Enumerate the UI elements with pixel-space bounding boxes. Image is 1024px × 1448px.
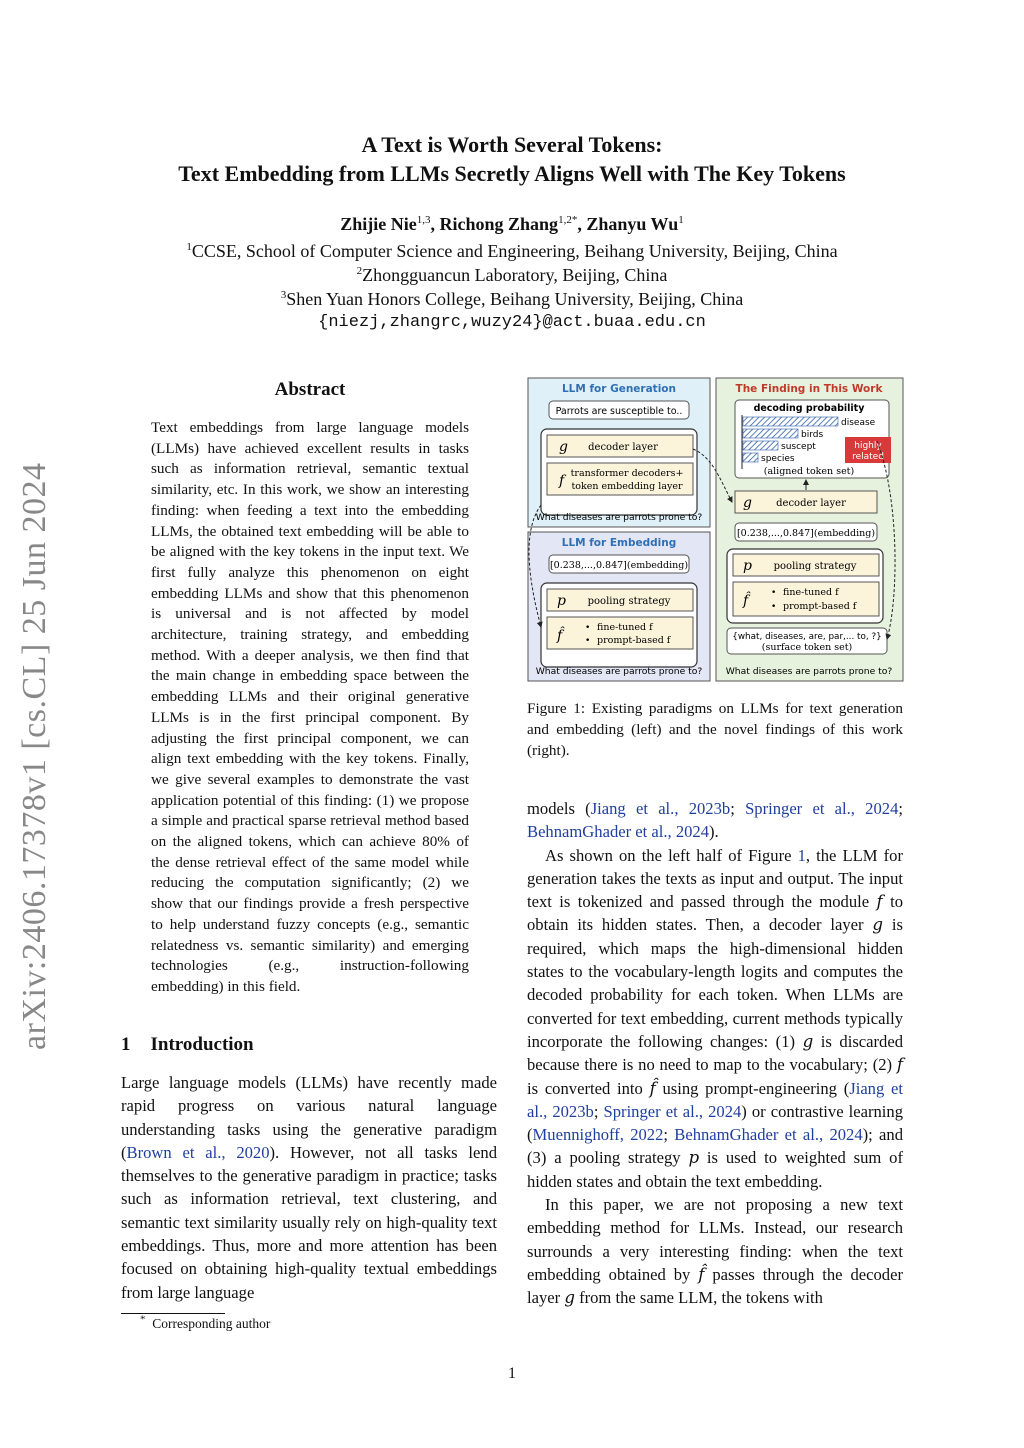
footnote-rule: [121, 1313, 225, 1314]
paper-title-line2: Text Embedding from LLMs Secretly Aligns Well with The Key Tokens: [178, 161, 846, 186]
section-heading-introduction: [121, 1034, 254, 1056]
author-name: Zhijie Nie: [340, 214, 417, 234]
finding-input-text: What diseases are parrots prone to?: [725, 666, 893, 677]
citation-link[interactable]: Jiang et al., 2023b: [527, 1078, 904, 1121]
embedding-output-text: [0.238,...,0.847](embedding): [549, 560, 689, 571]
finding-decoder-label: decoder layer: [776, 498, 846, 509]
affiliation-text: Shen Yuan Honors College, Beihang University, Beijing, China: [286, 289, 744, 309]
abstract-heading: Abstract: [274, 379, 346, 400]
citation-link[interactable]: Springer et al., 2024: [745, 799, 899, 818]
embedding-input-text: What diseases are parrots prone to?: [535, 666, 703, 677]
generation-output-text: Parrots are susceptible to..: [555, 406, 683, 417]
finding-promptbased-label: prompt-based f: [783, 601, 857, 612]
author-list: Zhijie Nie$^{1,3}$, Richong Zhang$^{1,2*}$, Zhanyu Wu$^1$: [340, 214, 684, 234]
figure-1-diagram: [527, 377, 905, 682]
affiliation-1: [0, 239, 1024, 263]
prob-bar-label: disease: [841, 418, 876, 428]
citation-link[interactable]: Brown et al., 2020: [126, 1142, 270, 1162]
footnote-mark: *: [140, 1313, 146, 1326]
paper-title-line1: A Text is Worth Several Tokens:: [361, 132, 663, 157]
citation-link[interactable]: BehnamGhader et al., 2024: [527, 822, 710, 842]
prob-bar-species: [743, 453, 758, 462]
highly-related-label-1: highly: [854, 441, 882, 451]
section-number: 1: [121, 1034, 131, 1055]
author-sup: 1,3: [416, 214, 431, 226]
figure-1-caption: Figure 1: Existing paradigms on LLMs for text generation and embedding (left) and the novel findings of this work (right).: [527, 700, 903, 759]
prob-bar-label: suscept: [781, 442, 816, 452]
intro-paragraph-3: In this paper, we are not proposing a new text embedding method for LLMs. Instead, our research surrounds a very interesting finding: when the text embedding obtained by f̂ passes through the decoder layer g from the same LLM, the tokens with: [527, 1195, 903, 1308]
author-sup: 1: [678, 214, 684, 226]
pooling-label: pooling strategy: [587, 596, 671, 607]
prob-bar-label: birds: [801, 430, 824, 440]
decoding-prob-title: decoding probability: [753, 403, 865, 414]
footnote: [140, 1313, 271, 1332]
affiliation-3: [0, 287, 1024, 311]
affiliation-sup: 3: [280, 289, 287, 301]
author-name: Zhanyu Wu: [586, 214, 679, 234]
prob-bar-suscept: [743, 441, 778, 450]
page-number: 1: [508, 1365, 516, 1382]
affiliation-text: Zhongguancun Laboratory, Beijing, China: [362, 265, 668, 285]
finding-pooling-label: pooling strategy: [773, 561, 857, 572]
promptbased-label: prompt-based f: [597, 635, 671, 646]
prob-bar-birds: [743, 429, 798, 438]
affiliation-sup: 1: [186, 241, 192, 253]
finding-embedding-text: [0.238,...,0.847](embedding): [736, 528, 876, 539]
symbol-g: g: [559, 439, 568, 455]
figure-ref-link[interactable]: 1: [797, 845, 806, 865]
intro-paragraph-1-continued: models (Jiang et al., 2023b; Springer et al., 2024; BehnamGhader et al., 2024).: [527, 799, 903, 842]
embedding-panel-title: LLM for Embedding: [561, 537, 677, 549]
citation-link[interactable]: Muennighoff, 2022: [532, 1125, 664, 1145]
arxiv-identifier: arXiv:2406.17378v1 [cs.CL] 25 Jun 2024: [16, 462, 53, 1050]
intro-paragraph-1: Large language models (LLMs) have recently made rapid progress on various natural language understanding tasks using the generative paradigm (Brown et al., 2020). However, not all tasks lend themselves to the generative paradigm in practice; tasks such as information retrieval, text clustering, and semantic text similarity usually rely on high-quality text embeddings. Thus, more and more attention has been focused on obtaining high-quality textual embeddings from large language: [121, 1073, 497, 1302]
author-name: Richong Zhang: [439, 214, 559, 234]
abstract-text: Text embeddings from large language models (LLMs) have achieved excellent results in tasks such as information retrieval, semantic textual similarity, etc. In this work, we show an interesting finding: when feeding a text into the embedding LLMs, the obtained text embedding will be able to be aligned with the key tokens in the input text. We first fully analyze this phenomenon on eight embedding LLMs and show that this phenomenon is universal and is not affected by model architecture, training strategy, and embedding method. With a deeper analysis, we then find that the main change in embedding space between the embedding LLMs and their original generative LLMs is in the first principal component. By adjusting the first principal component, we can align text embedding with the key tokens. Finally, we give several examples to demonstrate the vast application potential of this finding: (1) we propose a simple and practical sparse retrieval method based on the aligned tokens, which can achieve 80% of the dense retrieval effect of the same model while reducing the computation significantly; (2) we show that our findings provide a fresh perspective to help understand fuzzy concepts (e.g., semantic relatedness vs. semantic similarity) and emerging technologies (e.g., instruction-following embedding) in this field.: [151, 419, 469, 995]
affiliation-sup: 2: [356, 265, 363, 277]
bullet: •: [585, 636, 591, 646]
symbol-p: p: [557, 593, 566, 609]
symbol-g: g: [743, 495, 752, 511]
author-emails: {niezj,zhangrc,wuzy24}@act.buaa.edu.cn: [318, 313, 706, 332]
affiliation-2: [0, 263, 1024, 287]
bullet: •: [771, 588, 777, 598]
transformer-label-1: transformer decoders+: [570, 468, 684, 479]
symbol-fhat: f̂: [743, 593, 749, 609]
prob-bar-disease: [743, 417, 838, 426]
symbol-p: p: [743, 558, 752, 574]
prob-bar-label: species: [761, 454, 795, 464]
bullet: •: [771, 602, 777, 612]
affiliation-text: CCSE, School of Computer Science and Engineering, Beihang University, Beijing, China: [191, 241, 838, 261]
symbol-f: f: [559, 473, 565, 489]
finding-panel-title: The Finding in This Work: [735, 383, 883, 395]
surface-tokens-text: {what, diseases, are, par,... to, ?}: [732, 632, 882, 642]
generation-input-text: What diseases are parrots prone to?: [535, 512, 703, 523]
citation-link[interactable]: Springer et al., 2024: [603, 1101, 742, 1121]
generation-panel-title: LLM for Generation: [561, 383, 677, 395]
citation-link[interactable]: BehnamGhader et al., 2024: [674, 1125, 863, 1145]
decoder-layer-label: decoder layer: [588, 442, 658, 453]
surface-token-set-label: (surface token set): [761, 642, 853, 653]
symbol-fhat: f̂: [557, 628, 563, 644]
transformer-label-2: token embedding layer: [571, 481, 683, 492]
footnote-text: Corresponding author: [152, 1316, 271, 1331]
bullet: •: [585, 623, 591, 633]
finding-finetuned-label: fine-tuned f: [783, 587, 839, 598]
highly-related-label-2: related: [852, 452, 884, 462]
author-sup: 1,2*: [558, 214, 578, 226]
intro-paragraph-2: As shown on the left half of Figure 1, the LLM for generation takes the texts as input and output. The input text is tokenized and passed through the module f to obtain its hidden states. Then, a decoder layer g is required, which maps the high-dimensional hidden states to the vocabulary-length logits and computes the decoded probability for each token. When LLMs are converted for text embedding, current methods typically incorporate the following changes: (1) g is discarded because there is no need to map to the vocabulary; (2) f is converted into f̂ using prompt-engineering (Jiang et al., 2023b; Springer et al., 2024) or contrastive learning (Muennighoff, 2022; BehnamGhader et al., 2024); and (3) a pooling strategy p is used to weighted sum of hidden states and obtain the text embedding.: [527, 845, 904, 1191]
intro-right-column: [527, 797, 903, 1310]
aligned-token-set-label: (aligned token set): [763, 466, 855, 477]
citation-link[interactable]: Jiang et al., 2023b: [590, 799, 731, 818]
finetuned-label: fine-tuned f: [597, 622, 653, 633]
section-title: Introduction: [150, 1034, 254, 1055]
